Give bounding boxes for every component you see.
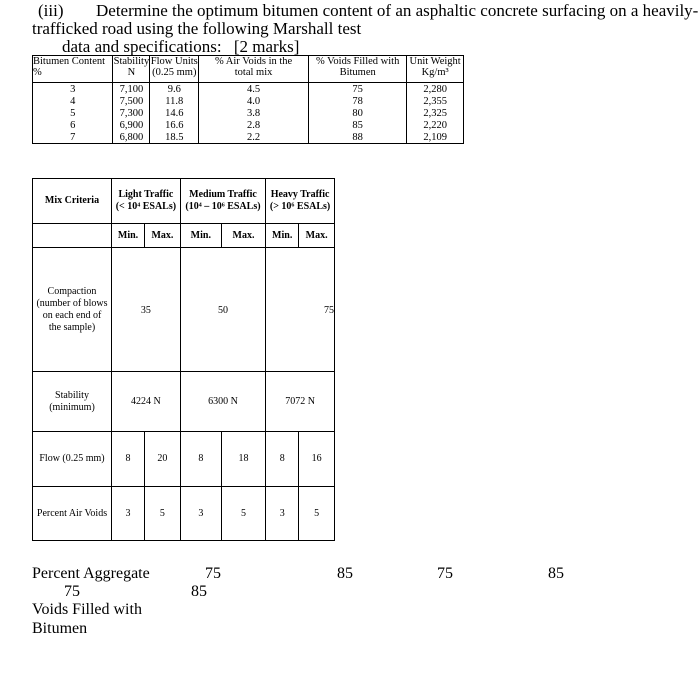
cell: 4 (33, 95, 113, 107)
header-flow: Flow Units (0.25 mm) (150, 56, 199, 83)
max-label: Max. (221, 224, 265, 248)
cell: 18 (221, 432, 265, 487)
cell: 5 (33, 107, 113, 119)
header-air-voids: % Air Voids in the total mix (199, 56, 309, 83)
vfb-value: 75 (205, 565, 221, 582)
stability-light: 4224 N (112, 372, 181, 432)
compaction-heavy: 75 (266, 248, 335, 372)
stability-medium: 6300 N (180, 372, 265, 432)
question-line-3-text: data and specifications: (62, 37, 222, 56)
cell: 7,500 (113, 95, 150, 107)
cell: 7,100 (113, 83, 150, 96)
mix-criteria-header: Mix Criteria (33, 179, 112, 224)
cell: 2,220 (407, 119, 464, 131)
cell: 3 (180, 487, 221, 541)
cell: 16 (299, 432, 335, 487)
cell: 3 (112, 487, 145, 541)
criteria-header-row (33, 179, 335, 224)
min-max-row (33, 224, 335, 248)
cell: 20 (145, 432, 181, 487)
table-row (33, 119, 464, 131)
cell: 8 (180, 432, 221, 487)
cell: 88 (309, 131, 407, 144)
air-voids-label: Percent Air Voids (33, 487, 112, 541)
table-row (33, 83, 464, 96)
question-line-1: Determine the optimum bitumen content of an asphaltic concrete surfacing on a heavily- (96, 1, 699, 20)
question-line-2: trafficked road using the following Marshall test (32, 19, 362, 38)
cell: 3 (266, 487, 299, 541)
table-row (33, 131, 464, 144)
vfb-label-line-3: Bitumen (32, 620, 88, 637)
cell: 85 (309, 119, 407, 131)
min-label: Min. (266, 224, 299, 248)
cell: 8 (112, 432, 145, 487)
min-label: Min. (112, 224, 145, 248)
min-label: Min. (180, 224, 221, 248)
header-vfb: % Voids Filled with Bitumen (309, 56, 407, 83)
cell: 75 (309, 83, 407, 96)
cell: 9.6 (150, 83, 199, 96)
max-label: Max. (145, 224, 181, 248)
compaction-light: 35 (112, 248, 181, 372)
question-line-3 (62, 37, 299, 57)
cell: 11.8 (150, 95, 199, 107)
cell: 7,300 (113, 107, 150, 119)
max-label: Max. (299, 224, 335, 248)
question-marks: [2 marks] (233, 37, 300, 56)
cell: 5 (221, 487, 265, 541)
vfb-value: 75 (64, 583, 80, 600)
cell: 3 (33, 83, 113, 96)
cell: 78 (309, 95, 407, 107)
header-unit-weight: Unit Weight Kg/m³ (407, 56, 464, 83)
vfb-label-line-2: Voids Filled with (32, 601, 142, 618)
vfb-value: 85 (337, 565, 353, 582)
table-row (33, 95, 464, 107)
cell: 8 (266, 432, 299, 487)
cell: 6,800 (113, 131, 150, 144)
cell: 2.2 (199, 131, 309, 144)
cell: 2,355 (407, 95, 464, 107)
cell: 14.6 (150, 107, 199, 119)
heavy-traffic-header: Heavy Traffic (> 10⁶ ESALs) (266, 179, 335, 224)
medium-traffic-header: Medium Traffic (10⁴ – 10⁶ ESALs) (180, 179, 265, 224)
light-traffic-header: Light Traffic (< 10⁴ ESALs) (112, 179, 181, 224)
cell: 4.5 (199, 83, 309, 96)
blank-cell (33, 224, 112, 248)
stability-heavy: 7072 N (266, 372, 335, 432)
vfb-value: 85 (191, 583, 207, 600)
cell: 3.8 (199, 107, 309, 119)
stability-row (33, 372, 335, 432)
flow-label: Flow (0.25 mm) (33, 432, 112, 487)
cell: 2,325 (407, 107, 464, 119)
vfb-value: 75 (437, 565, 453, 582)
compaction-row (33, 248, 335, 372)
cell: 80 (309, 107, 407, 119)
compaction-label: Compaction (number of blows on each end of the sample) (33, 248, 112, 372)
cell: 2.8 (199, 119, 309, 131)
cell: 2,280 (407, 83, 464, 96)
cell: 2,109 (407, 131, 464, 144)
mix-criteria-table (32, 178, 335, 541)
table-header-row (33, 56, 464, 83)
cell: 7 (33, 131, 113, 144)
compaction-medium: 50 (180, 248, 265, 372)
vfb-value: 85 (548, 565, 564, 582)
vfb-label-line-1: Percent Aggregate (32, 565, 150, 582)
header-stability: Stability N (113, 56, 150, 83)
cell: 6 (33, 119, 113, 131)
question-number: (iii) (38, 1, 64, 20)
cell: 4.0 (199, 95, 309, 107)
air-voids-row (33, 487, 335, 541)
cell: 5 (299, 487, 335, 541)
cell: 6,900 (113, 119, 150, 131)
cell: 18.5 (150, 131, 199, 144)
cell: 5 (145, 487, 181, 541)
cell: 16.6 (150, 119, 199, 131)
table-row (33, 107, 464, 119)
stability-label: Stability (minimum) (33, 372, 112, 432)
header-bitumen: Bitumen Content % (33, 56, 113, 83)
flow-row (33, 432, 335, 487)
marshall-data-table (32, 55, 464, 144)
